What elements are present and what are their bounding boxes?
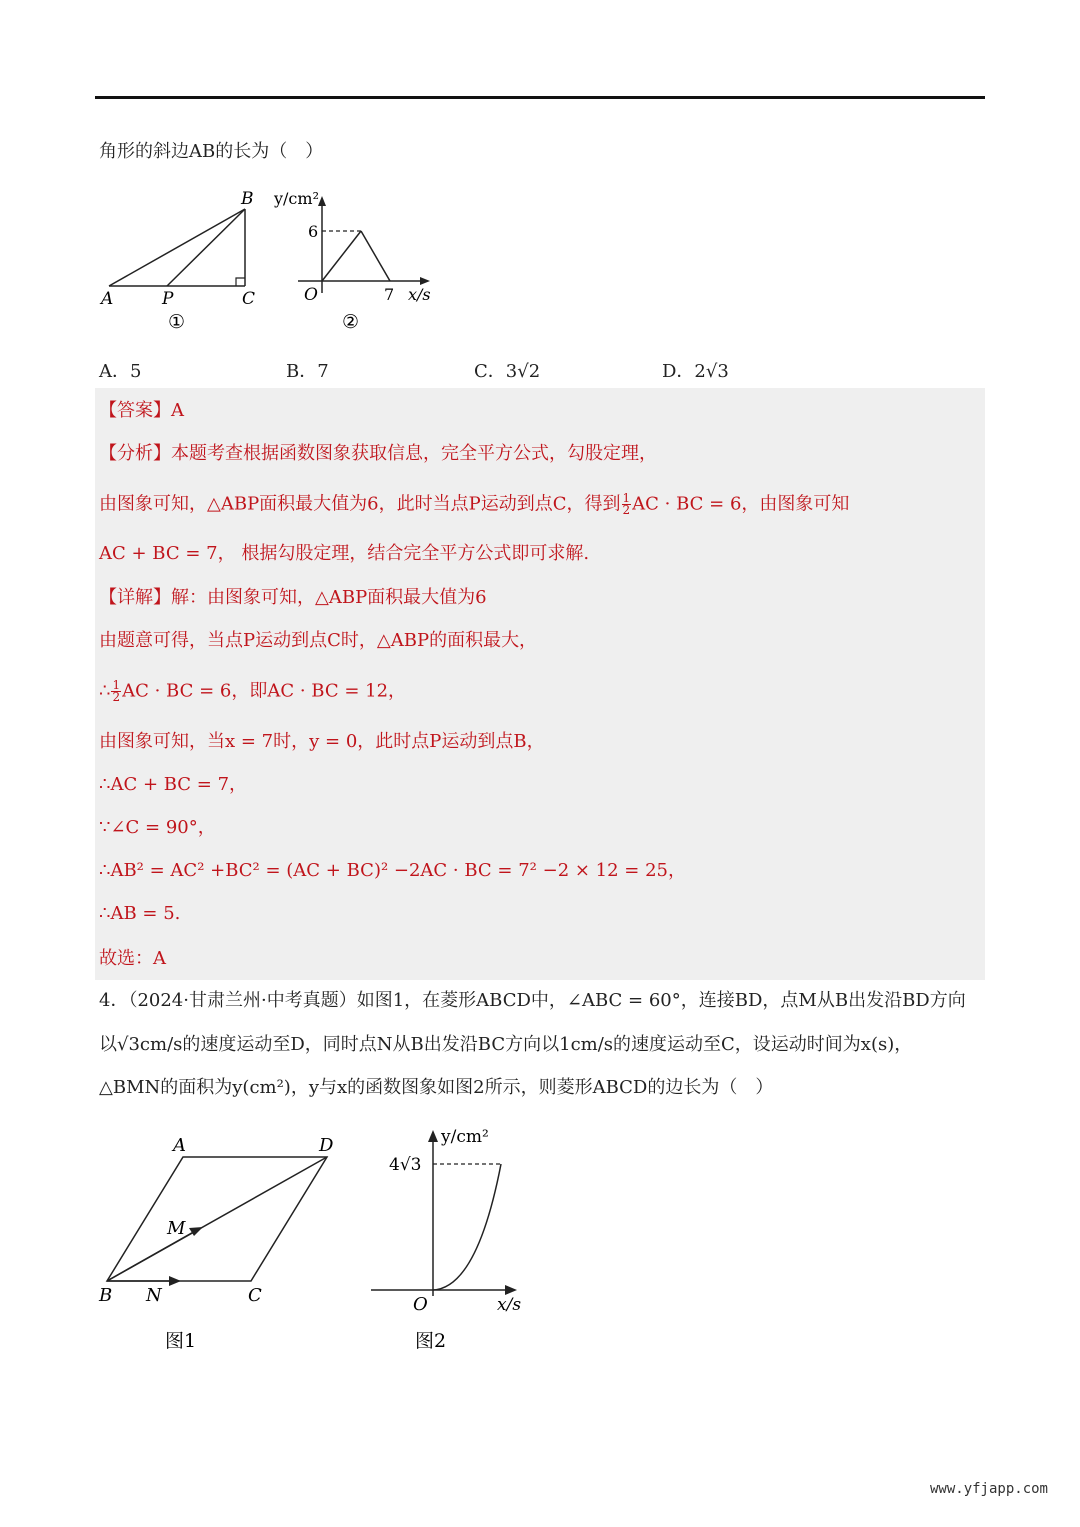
q4-figure-rhombus (95, 1125, 355, 1360)
detail-step-5: ∵∠C = 90°， (99, 817, 216, 838)
fraction-half-2: $\frac{1}{2}$ (112, 678, 121, 704)
q4-figure-graph (365, 1120, 535, 1360)
detail-line: 【详解】解：由图象可知，△ABP面积最大值为6 (99, 587, 487, 608)
watermark: www.yfjapp.com (929, 1481, 1048, 1497)
q4-line-2: 以√3cm/s的速度运动至D，同时点N从B出发沿BC方向以1cm/s的速度运动至C，设运动时间为x(s)， (99, 1034, 913, 1055)
detail-step-1: 由题意可得，当点P运动到点C时，△ABP的面积最大， (99, 630, 538, 651)
label-B: B (241, 189, 254, 209)
label-A: A (101, 289, 114, 309)
label-C: C (242, 289, 256, 309)
graph-ylabel: y/cm² (274, 189, 319, 208)
analysis-detail-1-pre: 由图象可知，△ABP面积最大值为6，此时当点P运动到点C，得到 (99, 493, 621, 515)
graph-tick-6: 6 (308, 222, 319, 241)
option-d: D．2√3 (662, 361, 729, 382)
caption-fig1: 图1 (165, 1330, 197, 1352)
caption-1: ① (168, 311, 186, 333)
graph-origin: O (304, 285, 318, 305)
q3-figure-triangle (95, 185, 275, 335)
graph-xlabel: x/s (408, 285, 431, 304)
answer-line: 【答案】A (99, 400, 184, 421)
graph-ytick: 4√3 (389, 1155, 422, 1175)
label-D: D (319, 1135, 334, 1156)
graph-tick-7: 7 (384, 285, 395, 304)
label-C: C (248, 1285, 262, 1306)
detail-step-6: ∴AB² = AC² +BC² = (AC + BC)² −2AC · BC = 7² −2 × 12 = 25， (99, 860, 687, 881)
caption-fig2: 图2 (415, 1330, 447, 1352)
detail-step-2: ∴ $\frac{1}{2}$ AC · BC = 6，即AC · BC = 12， (99, 678, 407, 704)
analysis-detail-1 (99, 493, 849, 516)
choice-line: 故选：A (99, 948, 166, 969)
label-A: A (173, 1135, 186, 1156)
label-N: N (146, 1285, 162, 1306)
top-rule (95, 96, 985, 99)
option-c: C．3√2 (474, 361, 541, 382)
label-B: B (99, 1285, 113, 1306)
graph-origin: O (413, 1294, 428, 1315)
graph-xlabel: x/s (497, 1295, 522, 1315)
graph-ylabel: y/cm² (441, 1127, 489, 1147)
detail-step-3: 由图象可知，当x = 7时，y = 0，此时点P运动到点B， (99, 731, 545, 752)
q3-stem-tail: 角形的斜边AB的长为（ ） (99, 141, 324, 162)
analysis-detail-2: AC + BC = 7， 根据勾股定理，结合完全平方公式即可求解. (99, 543, 590, 564)
label-P: P (162, 289, 174, 309)
fraction-half: $\frac{1}{2}$ (622, 491, 631, 517)
analysis-detail-1-post: AC · BC = 6，由图象可知 (632, 493, 850, 515)
label-M: M (167, 1218, 186, 1239)
q4-line-1: 4．（2024·甘肃兰州·中考真题）如图1，在菱形ABCD中，∠ABC = 60°，连接BD，点M从B出发沿BD方向 (99, 990, 966, 1011)
caption-2: ② (342, 311, 360, 333)
detail-step-7: ∴AB = 5. (99, 903, 181, 924)
analysis-line: 【分析】本题考查根据函数图象获取信息，完全平方公式，勾股定理， (99, 443, 657, 464)
detail-step-4: ∴AC + BC = 7， (99, 774, 248, 795)
q4-line-3: △BMN的面积为y(cm²)，y与x的函数图象如图2所示，则菱形ABCD的边长为（ ） (99, 1077, 774, 1098)
option-a: A．5 (99, 361, 142, 382)
option-b: B．7 (286, 361, 329, 382)
q3-figure-graph (274, 183, 440, 338)
